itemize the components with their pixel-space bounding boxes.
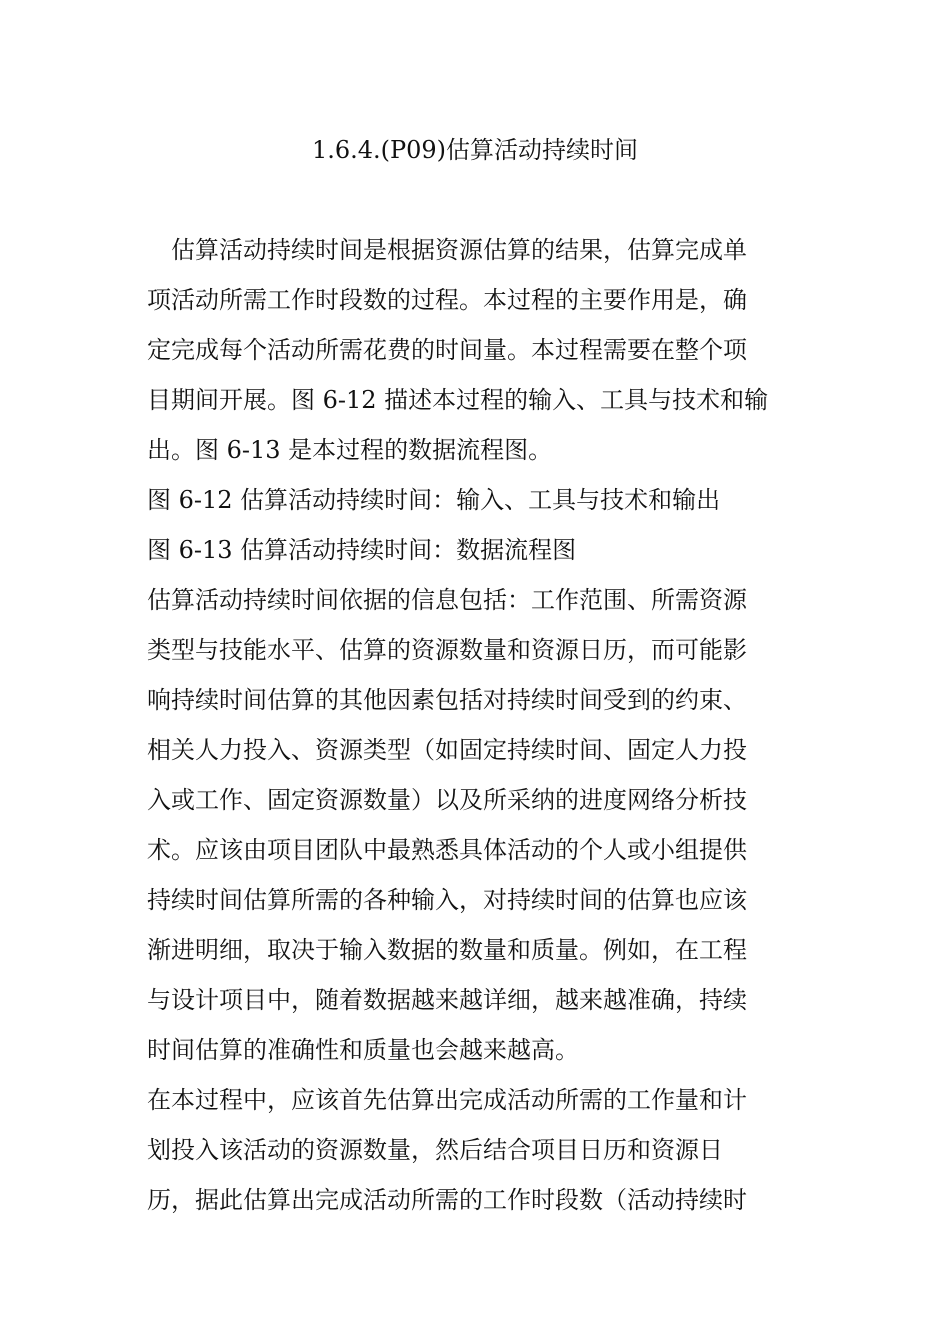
paragraph-1-line-3: 定完成每个活动所需花费的时间量。本过程需要在整个项 — [147, 336, 747, 364]
paragraph-2-line-1: 估算活动持续时间依据的信息包括：工作范围、所需资源 — [147, 586, 747, 614]
paragraph-1-line-5: 出。图 6-13 是本过程的数据流程图。 — [147, 436, 553, 464]
paragraph-3-line-1: 在本过程中，应该首先估算出完成活动所需的工作量和计 — [147, 1086, 747, 1114]
paragraph-2-line-2: 类型与技能水平、估算的资源数量和资源日历，而可能影 — [147, 636, 747, 664]
paragraph-2-line-4: 相关人力投入、资源类型（如固定持续时间、固定人力投 — [147, 736, 747, 764]
paragraph-2-line-3: 响持续时间估算的其他因素包括对持续时间受到的约束、 — [147, 686, 747, 714]
paragraph-2-line-7: 持续时间估算所需的各种输入，对持续时间的估算也应该 — [147, 886, 747, 914]
paragraph-3-line-3: 历，据此估算出完成活动所需的工作时段数（活动持续时 — [147, 1186, 747, 1214]
paragraph-3-line-2: 划投入该活动的资源数量，然后结合项目日历和资源日 — [147, 1136, 723, 1164]
paragraph-2-line-5: 入或工作、固定资源数量）以及所采纳的进度网络分析技 — [147, 786, 747, 814]
paragraph-2-line-9: 与设计项目中，随着数据越来越详细，越来越准确，持续 — [147, 986, 747, 1014]
paragraph-1-line-1: 估算活动持续时间是根据资源估算的结果，估算完成单 — [147, 236, 747, 264]
paragraph-1-line-4: 目期间开展。图 6-12 描述本过程的输入、工具与技术和输 — [147, 386, 769, 414]
paragraph-2-line-10: 时间估算的准确性和质量也会越来越高。 — [147, 1036, 579, 1064]
paragraph-2-line-6: 术。应该由项目团队中最熟悉具体活动的个人或小组提供 — [147, 836, 747, 864]
figure-caption-6-12: 图 6-12 估算活动持续时间：输入、工具与技术和输出 — [147, 486, 721, 514]
paragraph-1-line-2: 项活动所需工作时段数的过程。本过程的主要作用是，确 — [147, 286, 747, 314]
paragraph-2-line-8: 渐进明细，取决于输入数据的数量和质量。例如，在工程 — [147, 936, 747, 964]
section-title: 1.6.4.(P09)估算活动持续时间 — [311, 136, 639, 164]
figure-caption-6-13: 图 6-13 估算活动持续时间：数据流程图 — [147, 536, 577, 564]
